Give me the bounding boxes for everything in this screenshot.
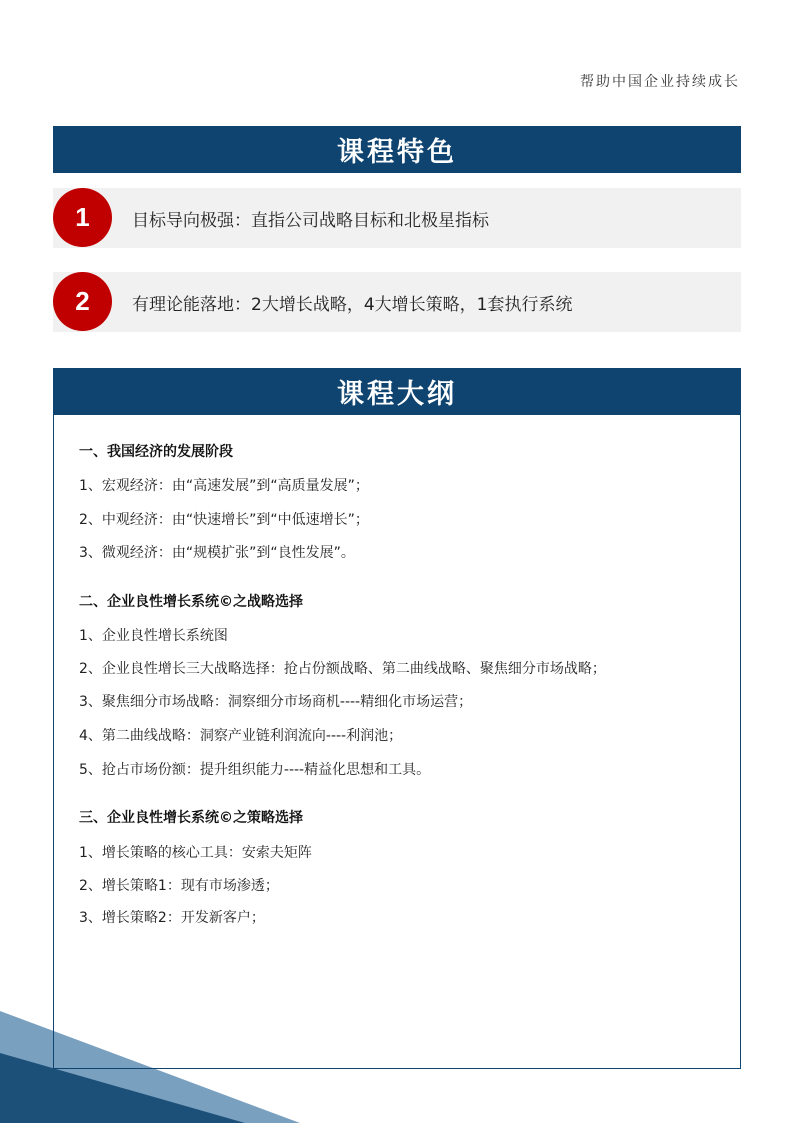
feature-item xyxy=(53,188,741,248)
features-title-banner xyxy=(53,126,741,173)
outline-item: 1、宏观经济：由“高速发展”到“高质量发展”； xyxy=(79,478,369,494)
outline-section-heading: 三、企业良性增长系统©之策略选择 xyxy=(79,810,303,826)
outline-title-banner xyxy=(53,368,741,415)
outline-item: 2、企业良性增长三大战略选择：抢占份额战略、第二曲线战略、聚焦细分市场战略； xyxy=(79,661,606,677)
header-tagline: 帮助中国企业持续成长 xyxy=(580,74,740,90)
feature-text: 目标导向极强：直指公司战略目标和北极星指标 xyxy=(132,210,489,231)
outline-item: 1、企业良性增长系统图 xyxy=(79,628,228,644)
features-title: 课程特色 xyxy=(337,137,457,168)
outline-item: 3、增长策略2：开发新客户； xyxy=(79,910,265,926)
outline-item: 3、微观经济：由“规模扩张”到“良性发展”。 xyxy=(79,545,355,561)
outline-item: 1、增长策略的核心工具：安索夫矩阵 xyxy=(79,845,312,861)
feature-item xyxy=(53,272,741,332)
outline-section-heading: 二、企业良性增长系统©之战略选择 xyxy=(79,594,303,610)
feature-number-badge: 1 xyxy=(53,188,112,247)
feature-text: 有理论能落地：2大增长战略，4大增长策略，1套执行系统 xyxy=(132,294,573,315)
outline-title: 课程大纲 xyxy=(337,379,457,410)
outline-item: 3、聚焦细分市场战略：洞察细分市场商机----精细化市场运营； xyxy=(79,694,473,710)
outline-section-heading: 一、我国经济的发展阶段 xyxy=(79,444,233,460)
outline-item: 2、中观经济：由“快速增长”到“中低速增长”； xyxy=(79,512,369,528)
feature-number-badge: 2 xyxy=(53,272,112,331)
outline-item: 4、第二曲线战略：洞察产业链利润流向----利润池； xyxy=(79,728,403,744)
outline-item: 2、增长策略1：现有市场渗透； xyxy=(79,878,279,894)
outline-item: 5、抢占市场份额：提升组织能力----精益化思想和工具。 xyxy=(79,762,431,778)
